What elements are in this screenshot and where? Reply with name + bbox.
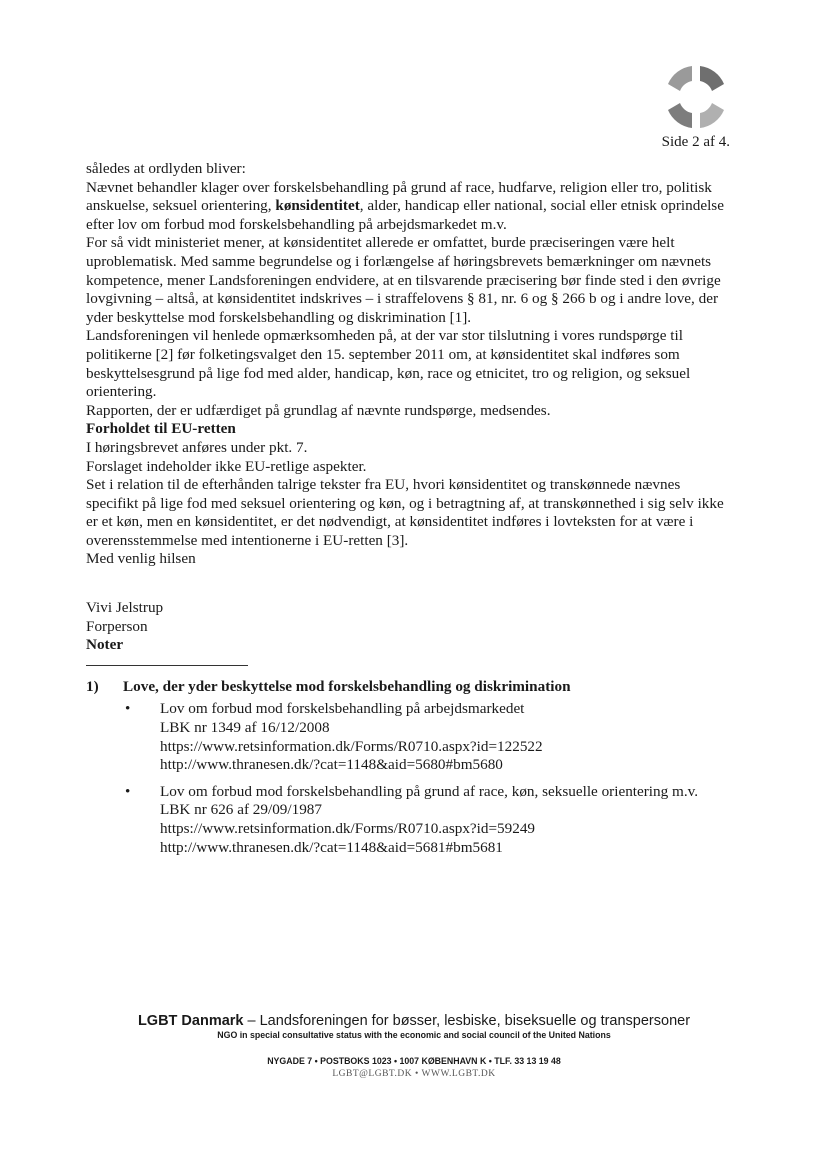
footer-ngo-status: NGO in special consultative status with the economic and social council of the United Nations [217,1030,611,1040]
quote1-after: , alder, handicap eller national, social eller etnisk oprindelse efter lov om forbud mod forskelsbehandling på arbejdsmarkedet m.v. [86,197,724,233]
list-item [123,700,730,774]
paragraph-1: For så vidt ministeriet mener, at kønsidentitet allerede er omfattet, burde præciseringen være helt uproblematisk. Med samme begrundelse og i forlængelse af høringsbrevets bemærkninger om nævnets kompetence, mener Landsforeningen endvidere, at en tilsvarende præcisering bør finde sted i den øvrige lovgivning – altså, at kønsidentitet indskrives – i straffelovens § 81, nr. 6 og § 266 b og i andre love, der yder beskyttelse mod forskelsbehandling og diskrimination [1]. [86,234,721,326]
footer-tagline: – Landsforeningen for bøsser, lesbiske, biseksuelle og transpersoner [243,1013,691,1029]
quote1-before: Nævnet behandler klager over forskelsbehandling på grund af race, hudfarve, religion eller tro, politisk anskuelse, seksuel orientering, [86,178,712,215]
quoted-text-1 [86,179,730,235]
law-url: https://www.retsinformation.dk/Forms/R0710.aspx?id=122522 [160,737,543,755]
paragraph-2: Landsforeningen vil henlede opmærksomheden på, at der var stor tilslutning i vores rundspørge til politikerne [2] før folketingsvalget den 15. september 2011 om, at kønsidentitet skal indføres som beskyttelsesgrund på lige fod med alder, handicap, køn, race og etnicitet, tro og religion, og seksuel orientering. [86,327,691,401]
page-number: Side 2 af 4. [661,134,730,150]
note-1-heading [86,678,730,697]
signature [86,599,730,636]
law-url: https://www.retsinformation.dk/Forms/R0710.aspx?id=59249 [160,820,536,837]
law-url: http://www.thranesen.dk/?cat=1148&aid=5681#bm5681 [160,838,503,856]
signature-title: Forperson [86,617,148,635]
logo-ring-icon [662,62,730,132]
list-item-body [160,783,730,857]
list-item [123,783,730,857]
bullet-icon: • [125,782,131,800]
notes-divider [86,665,248,666]
law-title: Lov om forbud mod forskelsbehandling på arbejdsmarkedet [160,700,525,718]
quoted-text-2: Forslaget indeholder ikke EU-retlige aspekter. [86,457,367,475]
footer-address: NYGADE 7 • POSTBOKS 1023 • 1007 KØBENHAVN K • TLF. 33 13 19 48 [267,1056,561,1066]
closing: Med venlig hilsen [86,550,196,568]
letter-body [86,160,730,865]
notes-heading: Noter [86,636,124,654]
letterhead-footer [0,1013,828,1079]
eu-heading: Forholdet til EU-retten [86,420,236,438]
footer-brand: LGBT Danmark [137,1013,244,1029]
note-title: Love, der yder beskyttelse mod forskelsbehandling og diskrimination [123,677,571,695]
quote1-bold: kønsidentitet [275,197,360,215]
note-1-list [123,700,730,857]
law-reference: LBK nr 1349 af 16/12/2008 [160,719,330,737]
paragraph-4: Set i relation til de efterhånden talrige tekster fra EU, hvori kønsidentitet og transkønnede nævnes specifikt på lige fod med seksuel orientering og køn, og i betragtning af, at transkønnethed i sig selv ikke er et køn, men en kønsidentitet, er det nødvendigt, at kønsidentitet indføres i lovteksten for at være i overensstemmelse med intentionerne i EU-retten [3]. [86,476,724,549]
law-reference: LBK nr 626 af 29/09/1987 [160,801,322,819]
list-item-body [160,700,730,774]
intro-line: således at ordlyden bliver: [86,160,246,177]
law-title: Lov om forbud mod forskelsbehandling på grund af race, køn, seksuelle orientering m.v. [160,782,699,800]
eu-intro: I høringsbrevet anføres under pkt. 7. [86,438,308,456]
law-url: http://www.thranesen.dk/?cat=1148&aid=5680#bm5680 [160,756,503,774]
signature-name: Vivi Jelstrup [86,599,164,617]
bullet-icon: • [125,700,131,718]
paragraph-3: Rapporten, der er udfærdiget på grundlag af nævnte rundspørge, medsendes. [86,401,551,419]
footer-org-line [0,1013,828,1029]
footer-contact: LGBT@LGBT.DK • WWW.LGBT.DK [332,1069,496,1079]
note-number: 1) [86,677,99,695]
